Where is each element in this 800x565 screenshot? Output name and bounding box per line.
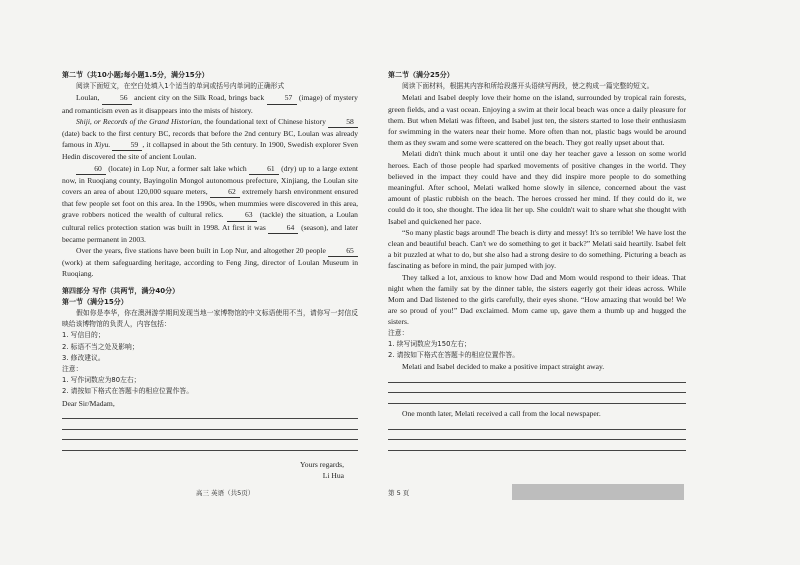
answer-line[interactable] (62, 419, 358, 430)
task-item-3: 3. 修改建议。 (62, 353, 105, 362)
story-paragraph-1: Melati and Isabel deeply love their home on the island, surrounded by tropical rain forests, green fields, and a vast ocean. Enjoying a swim at their local beach was once a daily pleasure for them. But when Melati was fifteen, and Isabel just ten, the sisters started to lose their enthusiasm for swimming in the waters near their home. More often than not, plastic bags would be around them as they swam and some were scattered on the beach. They got really upset about that. (388, 93, 686, 148)
paragraph-opener-1: Melati and Isabel decided to make a positive impact straight away. (402, 362, 605, 372)
answer-line[interactable] (62, 409, 358, 420)
note-label: 注意： (62, 365, 83, 374)
letter-greeting: Dear Sir/Madam, (62, 398, 115, 408)
blank-60[interactable]: 60 (76, 163, 106, 175)
blank-56[interactable]: 56 (102, 92, 132, 104)
answer-line[interactable] (388, 383, 686, 394)
blank-59[interactable]: 59 (112, 139, 142, 151)
passage-paragraph-4: Over the years, five stations have been built in Lop Nur, and altogether 20 people 65 (work) at them safeguarding heritage, according to Feng Jing, director of Loulan Museum in Ruoqiang. (62, 246, 358, 279)
answer-line[interactable] (388, 393, 686, 404)
blank-62[interactable]: 62 (210, 186, 240, 198)
continuation-section-title: 第二节（满分25分） (388, 71, 454, 79)
blank-65[interactable]: 65 (328, 245, 358, 257)
section2-title: 第二节（共10小题;每小题1.5分，满分15分） (62, 71, 209, 79)
continuation-instructions: 阅读下面材料，根据其内容和所给段落开头语续写两段，使之构成一篇完整的短文。 (402, 82, 654, 91)
answer-line[interactable] (388, 419, 686, 430)
note-1: 1. 续写词数应为150左右； (388, 339, 471, 348)
blank-61[interactable]: 61 (249, 163, 279, 175)
letter-signature: Li Hua (322, 471, 344, 481)
answer-line[interactable] (62, 440, 358, 451)
left-footer: 高三 英语（共5页） (196, 489, 255, 497)
answer-line[interactable] (388, 440, 686, 451)
blank-57[interactable]: 57 (267, 92, 297, 104)
task-item-2: 2. 标语不当之处及影响； (62, 342, 139, 351)
task-item-1: 1. 写信目的； (62, 331, 105, 340)
note-label: 注意： (388, 328, 409, 337)
blank-64[interactable]: 64 (268, 222, 298, 234)
passage-paragraph-1: Loulan, 56 ancient city on the Silk Road, brings back 57 (image) of mystery and romanticism even as it disappears into the mists of history. (62, 93, 358, 115)
note-2: 2. 请按如下格式在答题卡的相应位置作答。 (388, 351, 519, 360)
story-paragraph-2: Melati didn't think much about it until one day her teacher gave a lesson on some world heroes. Each of those people had sparked movements of positive changes in the world. They believed in the impact they could have and they did inspire more people to do something meaningful. After school, Melati walked home slowly in silence, concerned about the vast amount of plastic rubbish on the beach. The heroes crossed her mind. If they could do it, we could do it too, she thought. The idea lit her up. She couldn't wait to share what she thought with Isabel and quickened her pace. (388, 149, 686, 226)
passage-paragraph-3: 60 (locate) in Lop Nur, a former salt lake which 61 (dry) up to a large extent now, in Ruoqiang county, Bayingolin Mongol autonomous prefecture, Xinjiang, the Loulan site covers an area of about 120,000 square meters, 62 extremely harsh environment ensured that few people set foot on this area. In the 1990s, when mummies were discovered in this area, grave robbers noticed the wealth of cultural relics. 63 (tackle) the situation, a Loulan cultural relics protection station was built in 1998. At first it was 64 (season), and later became permanent in 2003. (62, 163, 359, 244)
page-number: 第 5 页 (388, 489, 410, 497)
blank-58[interactable]: 58 (328, 116, 358, 128)
story-paragraph-4: They talked a lot, anxious to know how Dad and Mom would respond to their ideas. That night when the family sat by the dinner table, the sisters eagerly got their ideas across. While Mom and Dad listened to the girls carefully, their eyes shone. “How amazing that would be! We are so proud of you!” Dad exclaimed. Mom came up, gave them a thumb up and hugged the sisters. (388, 272, 686, 327)
part4-title: 第四部分 写作（共两节，满分40分） (62, 286, 180, 295)
story-paragraph-3: “So many plastic bags around! The beach is dirty and messy! It's so terrible! We have lost the clean and beautiful beach. Can't we do something to get it back?” Melati said heartily. Isabel felt a bit puzzled at what to do, but she also had a strong desire to do something. Picturing a beach as fascinating as before in mind, the pair jumped with joy. (388, 227, 686, 271)
grey-block (512, 484, 684, 500)
answer-line[interactable] (62, 430, 358, 441)
blank-63[interactable]: 63 (227, 209, 257, 221)
paragraph-opener-2: One month later, Melati received a call from the local newspaper. (402, 408, 601, 418)
writing-task: 假如你是李华，你在澳洲游学期间发现当地一家博物馆的中文标语使用不当，请你写一封信反映给该博物馆的负责人，内容包括： (62, 309, 358, 329)
note-2: 2. 请按如下格式在答题卡的相应位置作答。 (62, 387, 193, 396)
left-column (62, 70, 358, 481)
right-column (388, 70, 686, 451)
passage-paragraph-2: Shiji, or Records of the Grand Historian, the foundational text of Chinese history 58 (date) back to the first century BC, records that before the 2nd century BC, Loulan was already famous in Xiyu. 59 , it collapsed in about the 5th century. In 1900, Swedish explorer Sven Hedin discovered the site of ancient Loulan. (62, 116, 358, 162)
section2-instructions: 阅读下面短文，在空白处填入1个适当的单词或括号内单词的正确形式 (76, 82, 285, 91)
note-1: 1. 写作词数应为80左右； (62, 376, 141, 385)
letter-closing: Yours regards, (300, 459, 344, 469)
answer-line[interactable] (388, 430, 686, 441)
section1-title: 第一节（满分15分） (62, 297, 128, 306)
answer-line[interactable] (388, 372, 686, 383)
